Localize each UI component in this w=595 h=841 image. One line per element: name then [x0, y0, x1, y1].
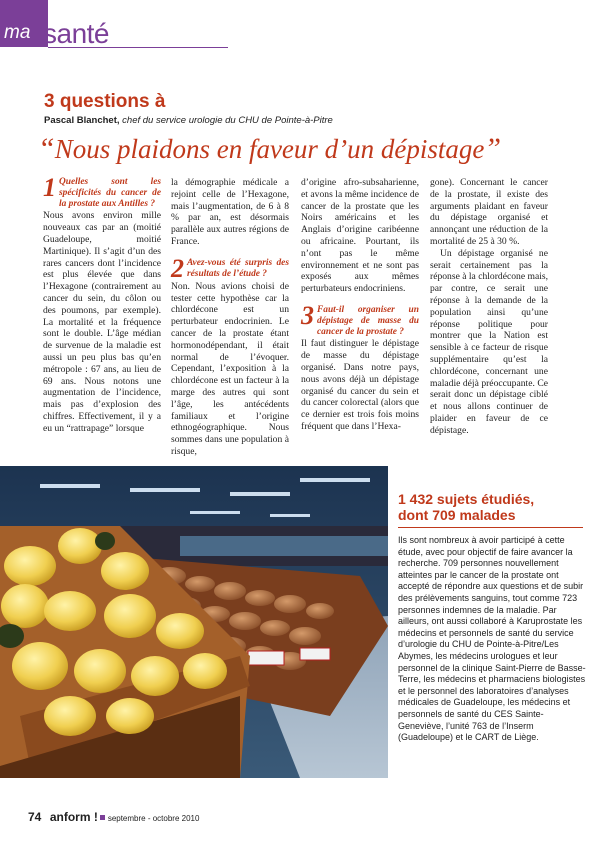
- question-2: [171, 253, 289, 283]
- article-column-1: [43, 173, 161, 435]
- body-text: d’origine afro-subsaharienne, et avons la même incidence de cancer de la prostate que les Noirs américains et les Anglais d’origine caribéenne ou africaine. Pourtant, ils n’ont pas le même environnement et ne sont pas exposés aux mêmes perturbateurs endocriniens.: [301, 177, 419, 295]
- page-number: 74: [28, 810, 42, 824]
- rubric-ma: ma: [4, 22, 31, 43]
- headline-text: Nous plaidons en faveur d’un dépistage: [54, 134, 485, 164]
- question-text: Avez-vous été surpris des résultats de l’étude ?: [187, 257, 289, 279]
- sidebar-title: [398, 491, 534, 523]
- market-photo: [0, 466, 388, 778]
- article-column-2: [171, 177, 289, 458]
- question-text: Faut-il organiser un dépistage de masse du cancer de la prostate ?: [317, 304, 419, 337]
- byline-role: chef du service urologie du CHU de Pointe-à-Pitre: [122, 115, 333, 126]
- article-kicker: 3 questions à: [44, 91, 166, 112]
- article-column-3: [301, 177, 419, 433]
- answer-text: Non. Nous avions choisi de tester cette hypothèse car la chlordécone est un perturbateur endocrinien. Le cancer de la prostate étant hormonodépendant, il était normal de l’évoquer. Cependant, l’exposition à la chlordécone est un facteur à la marge des autres qui sont l’âge, les antécédents familiaux et l’origine ethnogéographique. Nous sommes dans une population à risque,: [171, 280, 289, 457]
- body-text: Un dépistage organisé ne serait certainement pas la réponse à la chlordécone mais, par contre, ce serait une réponse à la demande de la population ainsi qu’une réponse politique pour montrer que la Nation est sensible à ce facteur de risque supplémentaire qu’est la chlordécone, concernant une maladie déjà préoccupante. Ce serait donc un dépistage ciblé et nous allons continuer de plaider en faveur de ce dépistage.: [430, 247, 549, 436]
- rubric-sante: santé: [43, 18, 109, 49]
- sidebar-rule: [398, 527, 583, 528]
- answer-text: Nous avons environ mille nouveaux cas par an (moitié Guadeloupe, moitié Martinique). Il s’agit d’un des rares cancers dont l’incidence est plus élevée que dans l’Hexagone (contrairement au cancer du sein, du côlon ou des poumons, par exemple). La mortalité et la fréquence sont le double. L’âge médian de survenue de la maladie est aussi un peu plus bas qu’en métropole : 67 ans, au lieu de 69 ans. Nous notons une augmentation de l’incidence, mais pas d’explosion des chiffres. Effectivement, il y a eu un “rattrapage” lorsque: [43, 210, 161, 434]
- quote-close-mark: ”: [484, 132, 502, 165]
- magazine-name: anform !: [49, 810, 98, 824]
- question-3: [301, 300, 419, 337]
- sidebar-body: [398, 531, 586, 744]
- byline-name: Pascal Blanchet,: [44, 115, 120, 126]
- footer-square-icon: [100, 815, 105, 820]
- body-text: gone). Concernant le cancer de la prostate, il existe des arguments plaidant en faveur du dépistage organisé et annonçant une réduction de la mortalité de 25 à 30 %.: [430, 177, 548, 247]
- sidebar-box: [388, 466, 595, 778]
- quote-open-mark: “: [38, 132, 55, 165]
- issue-date: septembre - octobre 2010: [107, 814, 200, 823]
- article-column-4: [430, 177, 548, 437]
- sidebar-title-line-1: 1 432 sujets étudiés,: [398, 491, 535, 507]
- question-1: [43, 173, 161, 209]
- sidebar-paragraph: Ils sont nombreux à avoir participé à cette étude, avec pour objectif de faire avancer la recherche. 709 personnes nouvellement atteintes par le cancer de la prostate ont accepté de répondre aux questions et de subir des prélèvements sanguins, tout comme 723 personnes indemnes de la maladie. Par ailleurs, ont aussi collaboré à Karuprostate les médecins et personnels de santé du service d’urologie du CHU de Pointe-à-Pitre/Les Abymes, les médecins urologues et leur personnel de la clinique Saint-Pierre de Basse-Terre, les médecins et pharmaciens biologistes et le personnel des laboratoires d’analyses médicales de Guadeloupe, les médecins et personnels de santé du CES Sainte-Geneviève, l’unité 763 de l’Inserm (Guadeloupe) et le CART de Liège.: [398, 535, 586, 743]
- page-footer: [28, 808, 199, 826]
- body-text: la démographie médicale a rejoint celle de l’Hexagone, mais l’augmentation, de 6 à 8 % par an, est désormais parallèle aux autres régions de France.: [171, 177, 289, 247]
- byline: [44, 115, 333, 126]
- answer-text: Il faut distinguer le dépistage de masse du dépistage organisé. Dans notre pays, nous avons déjà un dépistage organisé du cancer du sein et du cancer colorectal (alors que ce dernier est trois fois moins fréquent que dans l’Hexa-: [301, 338, 419, 432]
- sidebar-title-line-2: dont 709 malades: [398, 507, 516, 523]
- question-number: 2: [171, 253, 184, 283]
- question-number: 1: [43, 173, 56, 202]
- question-text: Quelles sont les spécificités du cancer de la prostate aux Antilles ?: [59, 177, 161, 209]
- headline-quote: [38, 132, 501, 166]
- question-number: 3: [301, 300, 314, 330]
